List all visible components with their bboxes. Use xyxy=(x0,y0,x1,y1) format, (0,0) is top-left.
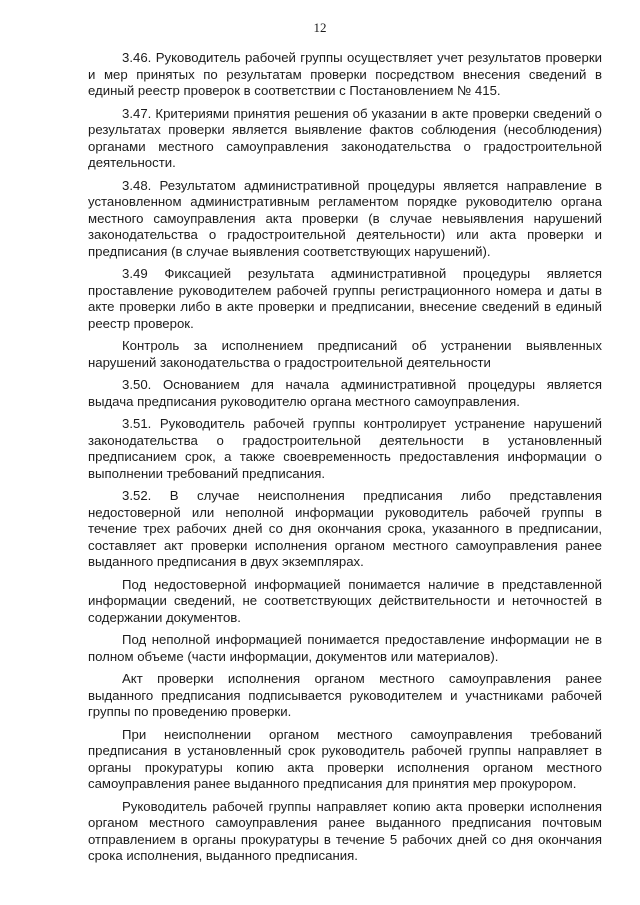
paragraph-3-52: 3.52. В случае неисполнения предписания либо представления недостоверной или неполной информации руководитель рабочей группы в течение трех рабочих дней со дня окончания срока, указанного в предписании, составляет акт проверки исполнения органом местного самоуправления ранее выданного предписания в двух экземплярах. xyxy=(88,488,602,569)
paragraph-3-46: 3.46. Руководитель рабочей группы осуществляет учет результатов проверки и мер принятых по результатам проверки посредством внесения сведений в единый реестр проверок в соответствии с Постановлением № 415. xyxy=(88,50,602,98)
paragraph-3-47: 3.47. Критериями принятия решения об указании в акте проверки сведений о результатах проверки является выявление фактов соблюдения (несоблюдения) органами местного самоуправления законодательства о градостроительной деятельности. xyxy=(88,105,602,170)
paragraph-3-49: 3.49 Фиксацией результата административной процедуры является проставление руководителем рабочей группы регистрационного номера и даты в акте проверки либо в акте проверки и предписании, внесение сведений в единый реестр проверок. xyxy=(88,266,602,331)
paragraph-3-50: 3.50. Основанием для начала административной процедуры является выдача предписания руководителю органа местного самоуправления. xyxy=(88,377,602,409)
paragraph-3-48: 3.48. Результатом административной процедуры является направление в установленном административным регламентом порядке руководителю органа местного самоуправления акта проверки (в случае невыявления нарушений законодательства о градостроительной деятельности) или акта проверки и предписания (в случае выявления соответствующих нарушений). xyxy=(88,177,602,259)
section-heading-control: Контроль за исполнением предписаний об устранении выявленных нарушений законодательства о градостроительной деятельности xyxy=(88,338,602,370)
page-number: 12 xyxy=(313,20,327,35)
paragraph-3-51: 3.51. Руководитель рабочей группы контролирует устранение нарушений законодательства о градостроительной деятельности в установленный предписанием срок, а также своевременность предоставления информации о выполнении требований предписания. xyxy=(88,416,602,481)
paragraph-act-signing: Акт проверки исполнения органом местного самоуправления ранее выданного предписания подписывается руководителем и участниками рабочей группы по проведению проверки. xyxy=(88,671,602,719)
paragraph-inaccurate-info: Под недостоверной информацией понимается наличие в представленной информации сведений, не соответствующих действительности и неточностей в содержании документов. xyxy=(88,576,602,625)
paragraph-incomplete-info: Под неполной информацией понимается предоставление информации не в полном объеме (части информации, документов или материалов). xyxy=(88,632,602,664)
paragraph-non-execution: При неисполнении органом местного самоуправления требований предписания в установленный срок руководитель рабочей группы направляет в органы прокуратуры копию акта проверки исполнения органом местного самоуправления ранее выданного предписания для принятия мер прокурором. xyxy=(88,726,602,791)
paragraph-copy-sending: Руководитель рабочей группы направляет копию акта проверки исполнения органом местного самоуправления ранее выданного предписания почтовым отправлением в органы прокуратуры в течение 5 рабочих дней со дня окончания срока исполнения, выданного предписания. xyxy=(88,798,602,863)
